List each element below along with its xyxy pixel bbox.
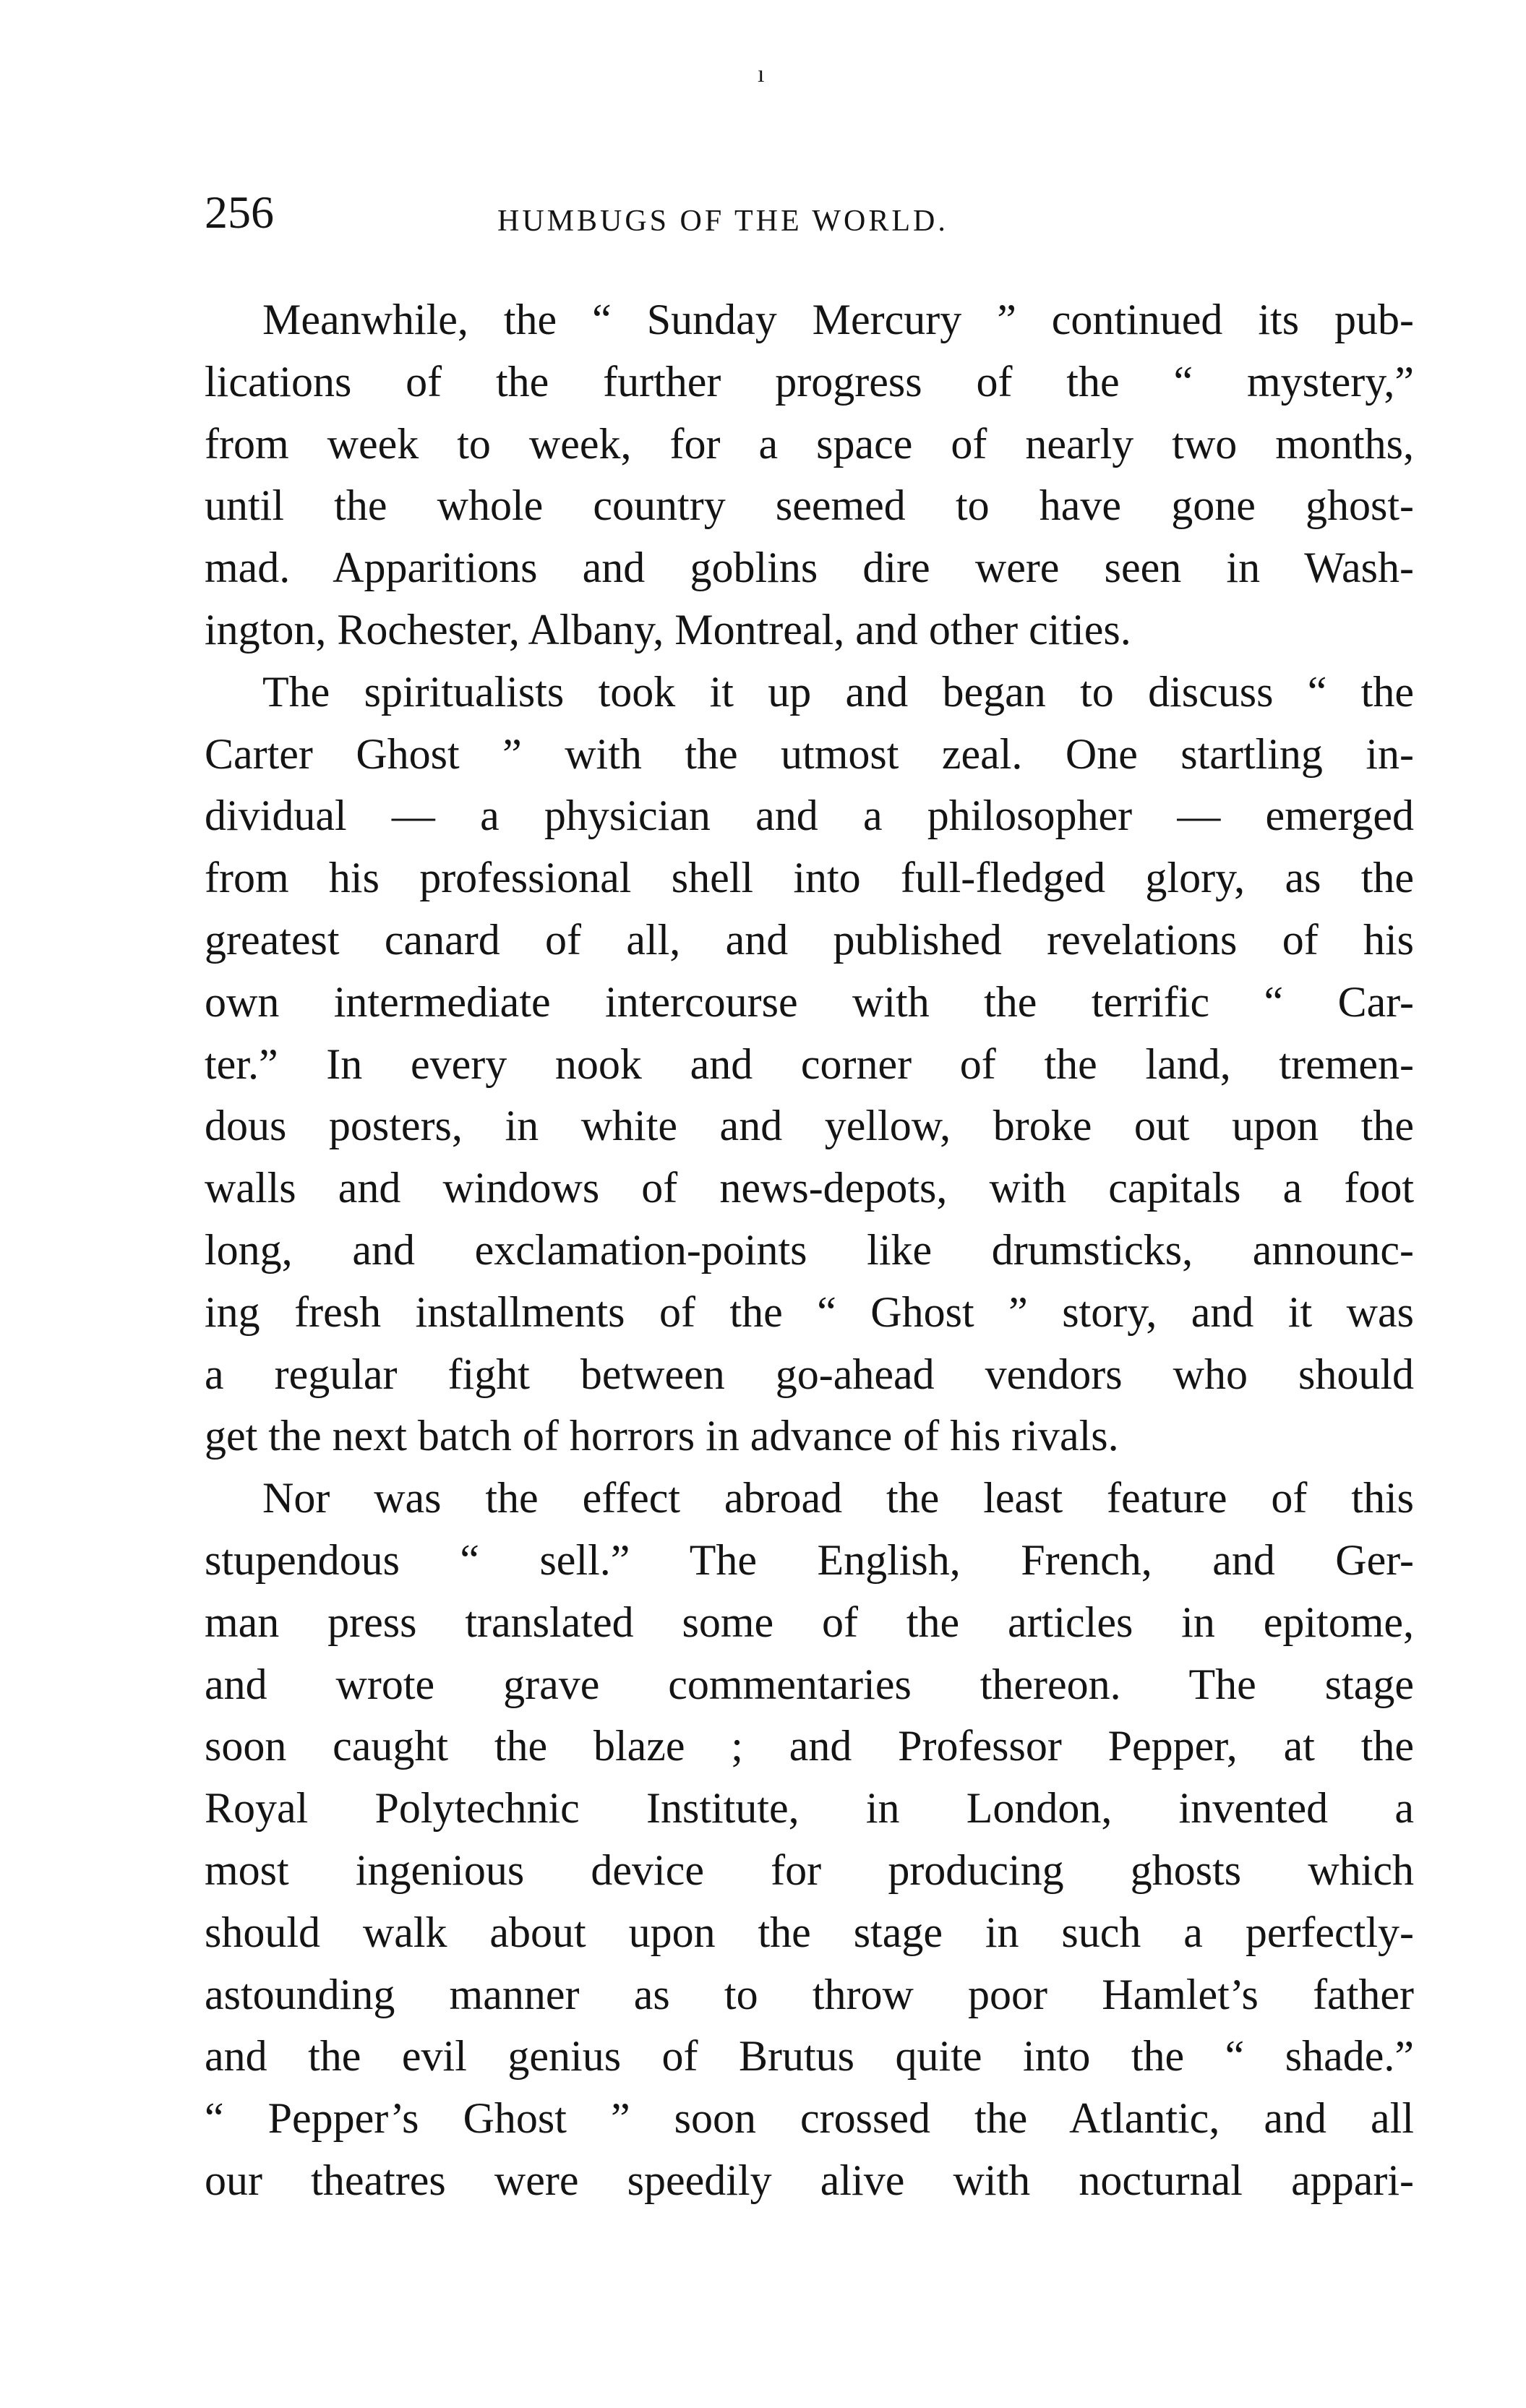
text-line: from week to week, for a space of nearly two months, bbox=[205, 419, 1414, 468]
text-line: man press translated some of the articles in epitome, bbox=[205, 1598, 1414, 1646]
text-line: Royal Polytechnic Institute, in London, invented a bbox=[205, 1784, 1414, 1833]
text-line: walls and windows of news-depots, with capitals a foot bbox=[205, 1164, 1414, 1212]
text-line: most ingenious device for producing ghosts which bbox=[205, 1846, 1414, 1894]
text-line: dividual — a physician and a philosopher — emerged bbox=[205, 792, 1414, 840]
text-line: Meanwhile, the “ Sunday Mercury ” continued its pub- bbox=[262, 296, 1414, 343]
running-head: HUMBUGS OF THE WORLD. bbox=[497, 205, 948, 238]
text-line: astounding manner as to throw poor Hamlet’s father bbox=[205, 1970, 1414, 2018]
text-line: greatest canard of all, and published revelations of his bbox=[205, 915, 1414, 964]
text-line: a regular fight between go-ahead vendors who should bbox=[205, 1350, 1414, 1398]
text-line: ter.” In every nook and corner of the land, tremen- bbox=[205, 1040, 1414, 1088]
text-line: and wrote grave commentaries thereon. The stage bbox=[205, 1660, 1414, 1708]
text-line: The spiritualists took it up and began to discuss “ the bbox=[262, 667, 1414, 716]
text-line: soon caught the blaze ; and Professor Pepper, at the bbox=[205, 1722, 1414, 1770]
text-line: ington, Rochester, Albany, Montreal, and other cities. bbox=[205, 605, 1131, 654]
text-line: mad. Apparitions and goblins dire were seen in Wash- bbox=[205, 544, 1414, 592]
text-line: long, and exclamation-points like drumsticks, announc- bbox=[205, 1225, 1414, 1274]
top-margin-mark: ı bbox=[758, 61, 765, 87]
text-line: “ Pepper’s Ghost ” soon crossed the Atlantic, and all bbox=[205, 2094, 1414, 2143]
text-line: stupendous “ sell.” The English, French, and Ger- bbox=[205, 1535, 1414, 1584]
page-number: 256 bbox=[205, 187, 274, 238]
text-line: dous posters, in white and yellow, broke out upon the bbox=[205, 1102, 1414, 1150]
text-line: ing fresh installments of the “ Ghost ” story, and it was bbox=[205, 1287, 1414, 1336]
body-text bbox=[205, 289, 1414, 2212]
text-line: until the whole country seemed to have gone ghost- bbox=[205, 481, 1414, 530]
text-line: own intermediate intercourse with the terrific “ Car- bbox=[205, 977, 1414, 1026]
text-line: lications of the further progress of the “ mystery,” bbox=[205, 357, 1414, 406]
text-line: our theatres were speedily alive with nocturnal appari- bbox=[205, 2156, 1414, 2204]
text-line: and the evil genius of Brutus quite into the “ shade.” bbox=[205, 2032, 1414, 2081]
text-line: get the next batch of horrors in advance of his rivals. bbox=[205, 1412, 1119, 1460]
text-line: Carter Ghost ” with the utmost zeal. One startling in- bbox=[205, 729, 1414, 778]
text-line: Nor was the effect abroad the least feature of this bbox=[262, 1474, 1414, 1522]
text-line: should walk about upon the stage in such a perfectly- bbox=[205, 1908, 1414, 1956]
text-line: from his professional shell into full-fledged glory, as the bbox=[205, 854, 1414, 902]
